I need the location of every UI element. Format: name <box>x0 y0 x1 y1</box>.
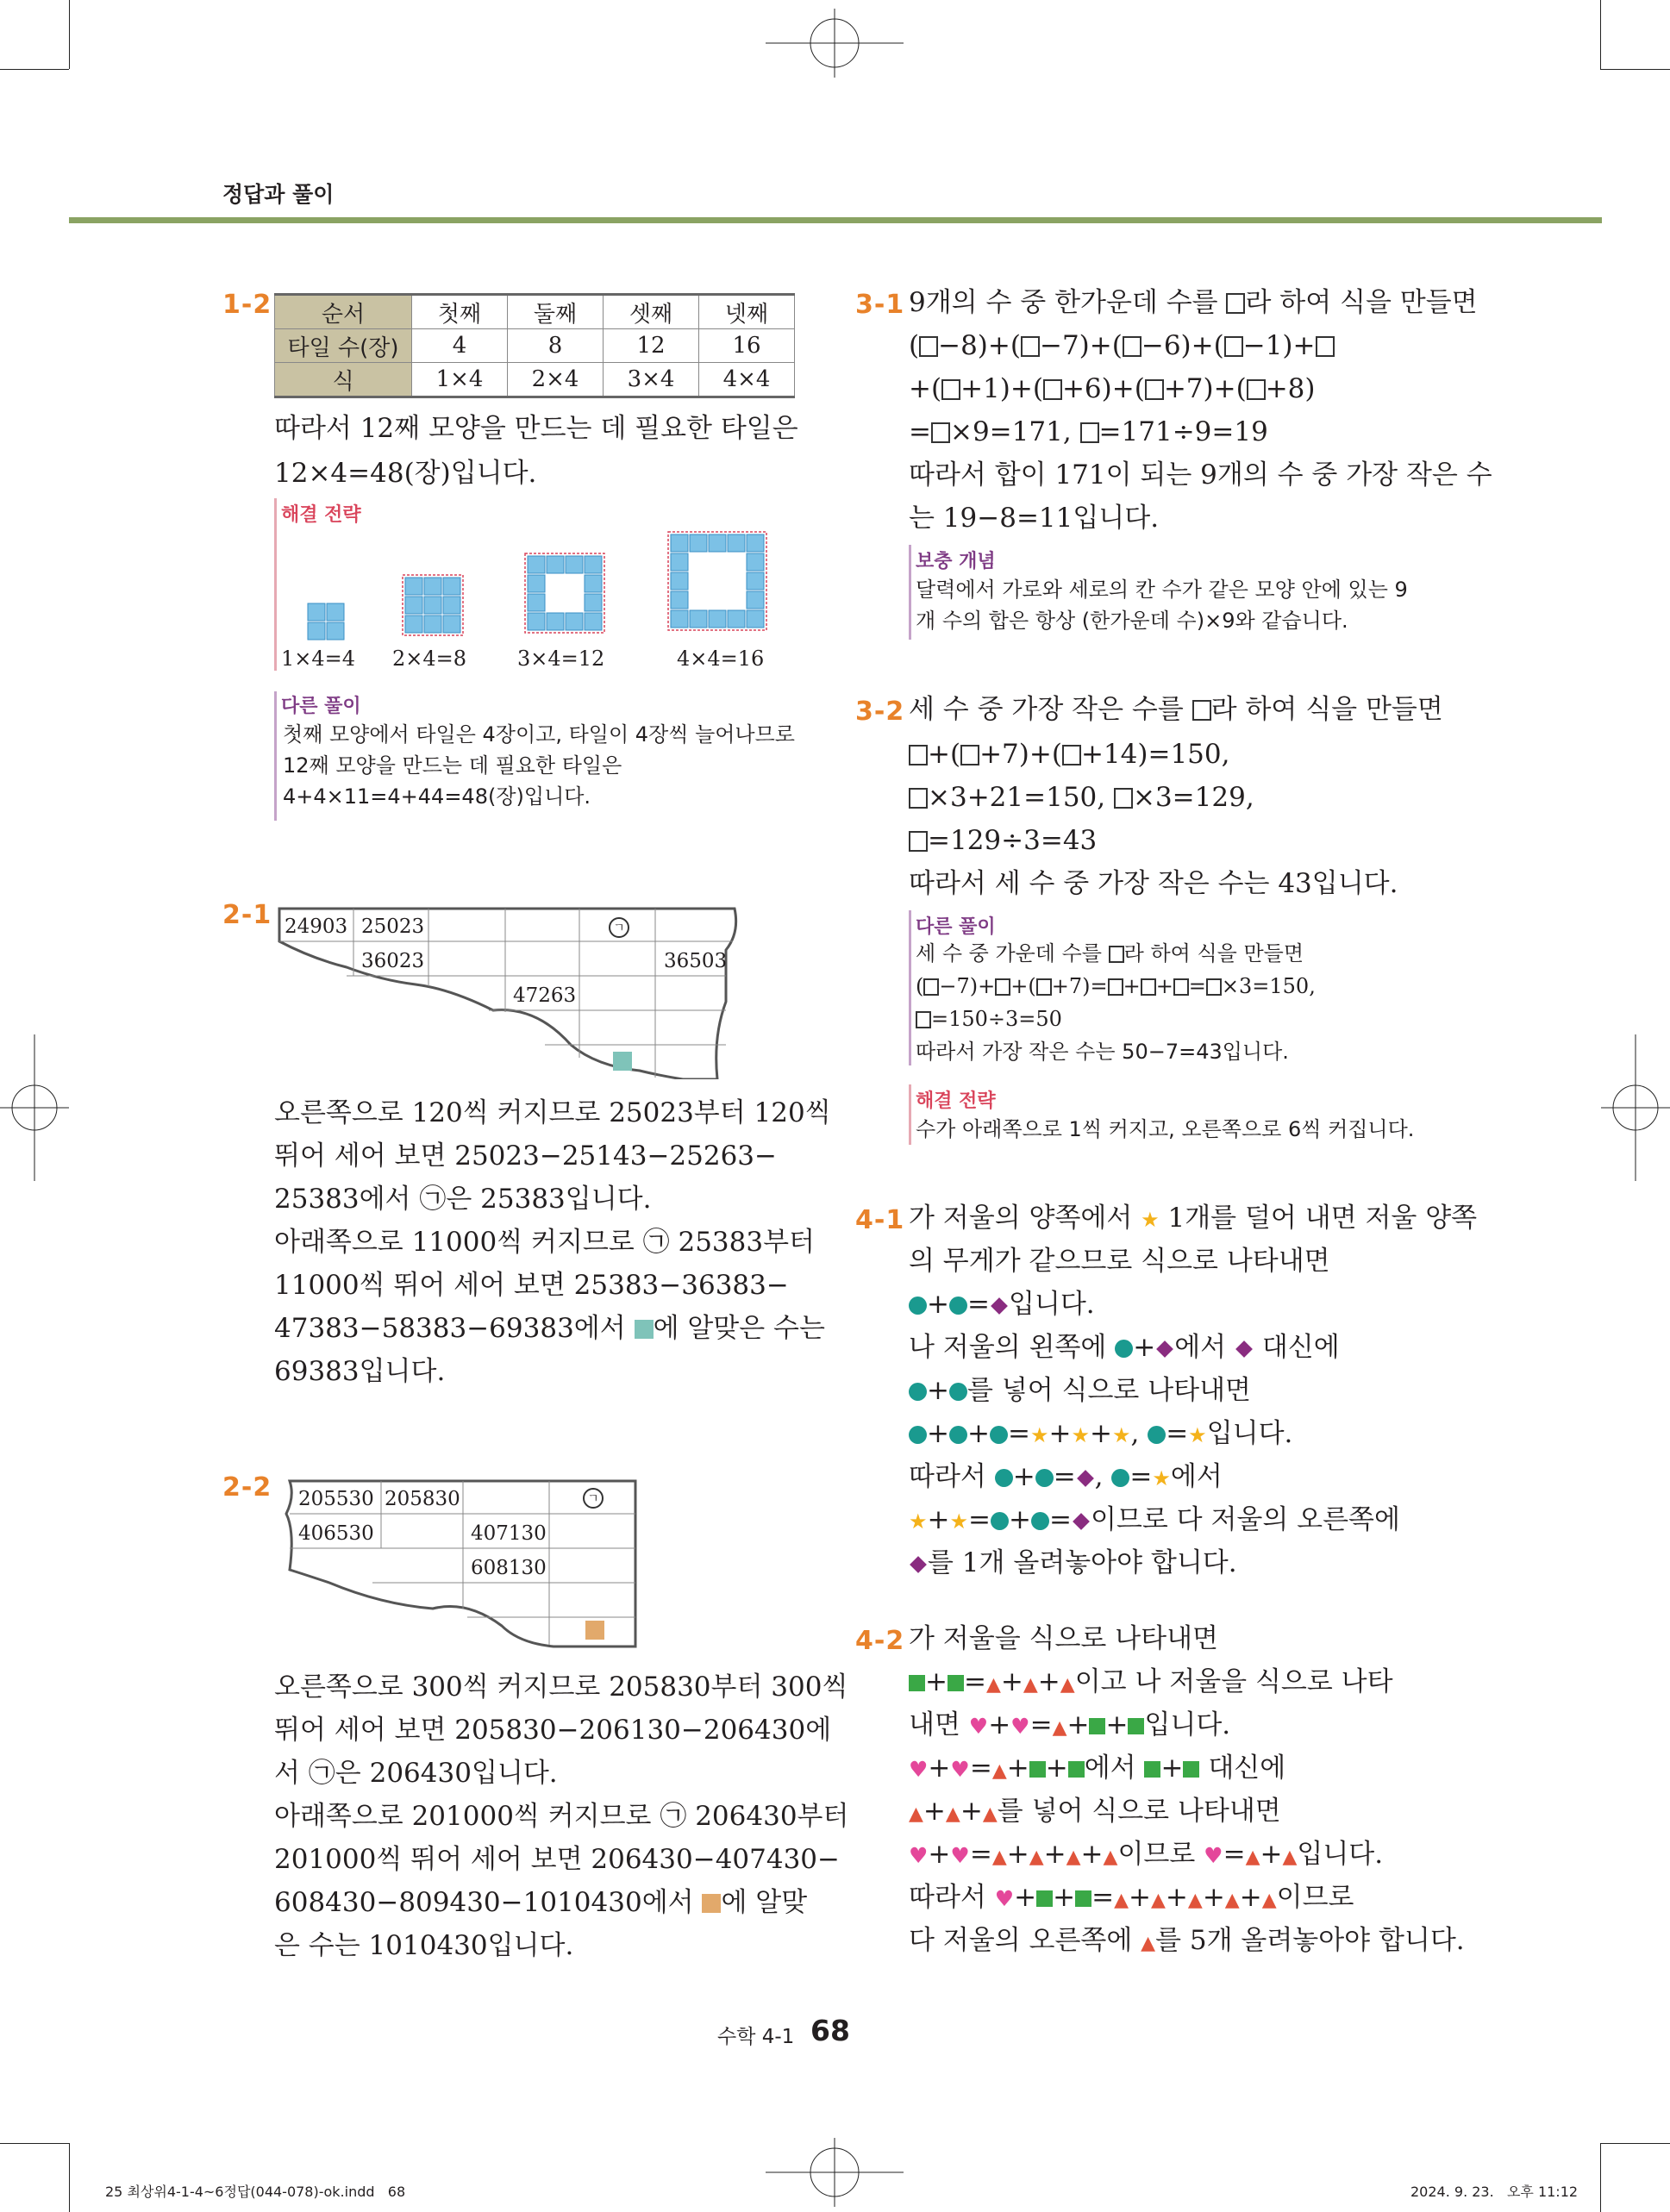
text-span: 를 5개 올려놓아야 합니다. <box>1155 1925 1465 1956</box>
text-line: 201000씩 뛰어 세어 보면 206430−407430− <box>274 1844 841 1875</box>
text-line: 따라서 합이 171이 되는 9개의 수 중 가장 작은 수 <box>909 459 1492 491</box>
problem-label-3-2: 3-2 <box>855 697 905 727</box>
registration-mark-top <box>766 9 904 78</box>
text-span: 라 하여 식을 만들면 <box>1210 694 1443 725</box>
alt-line: 따라서 가장 작은 수는 50−7=43입니다. <box>916 1040 1289 1064</box>
equation-line: = ×9=171, =171÷9=19 <box>909 416 1268 447</box>
text-line: 나 저울의 왼쪽에 + 에서 대신에 <box>909 1332 1340 1363</box>
equation-line: +( +1)+( +6)+( +7)+( +8) <box>909 373 1316 404</box>
text-line <box>909 694 1443 725</box>
blank-box-icon <box>1192 700 1211 721</box>
text-span: 입니다. <box>1206 1418 1293 1449</box>
equation-line: =129÷3=43 <box>909 828 1097 854</box>
grid-cell: 36503 <box>664 950 728 972</box>
registration-mark-right <box>1601 1034 1670 1181</box>
circled-label-icon: ㄱ <box>609 917 629 938</box>
problem-label-1-2: 1-2 <box>222 290 272 320</box>
text-line: ★+★= + = 이므로 다 저울의 오른쪽에 <box>909 1504 1400 1535</box>
registration-mark-bottom <box>766 2138 904 2207</box>
text-line: 69383입니다. <box>274 1356 446 1387</box>
crop-mark <box>0 2143 69 2144</box>
table-cell: 1×4 <box>412 363 508 397</box>
text-span: 따라서 <box>909 1882 986 1913</box>
footer-timestamp: 2024. 9. 23. 오후 11:12 <box>1410 2184 1579 2200</box>
table-cell: 8 <box>508 329 604 363</box>
text-span: 47383−58383−69383에서 <box>274 1313 626 1344</box>
table-cell: 3×4 <box>604 363 699 397</box>
table-cell: 4×4 <box>699 363 795 397</box>
text-line: 내면 ♥+♥=▲+ + 입니다. <box>909 1709 1231 1740</box>
text-span: 대신에 <box>1208 1753 1286 1784</box>
crop-mark <box>1600 2143 1670 2144</box>
text-line: 25383에서 ㉠은 25383입니다. <box>274 1184 652 1215</box>
text-span: 에 알맞은 수는 <box>653 1313 825 1344</box>
text-span: 를 넣어 식으로 나타내면 <box>997 1796 1281 1827</box>
strategy-box-bar <box>909 1084 911 1145</box>
equation-line: +( +7)+( +14)=150, <box>909 741 1229 768</box>
orange-square-icon <box>702 1894 721 1913</box>
text-line: 서 ㉠은 206430입니다. <box>274 1758 558 1789</box>
table-header: 타일 수(장) <box>275 329 412 363</box>
text-line: 따라서 ♥+ + =▲+▲+▲+▲+▲이므로 <box>909 1882 1354 1913</box>
text-line: + 를 넣어 식으로 나타내면 <box>909 1378 1251 1404</box>
table-header: 순서 <box>275 295 412 329</box>
text-span: 대신에 <box>1261 1332 1340 1363</box>
page-header-title: 정답과 풀이 <box>222 182 335 207</box>
text-line: 의 무게가 같으므로 식으로 나타내면 <box>909 1246 1330 1277</box>
table-cell: 16 <box>699 329 795 363</box>
alt-line: 4+4×11=4+44=48(장)입니다. <box>283 784 591 809</box>
table-cell: 첫째 <box>412 295 508 329</box>
problem-label-4-1: 4-1 <box>855 1205 905 1235</box>
alt-box-bar <box>909 910 911 1065</box>
grid-cell: 205830 <box>385 1488 460 1510</box>
table-cell: 2×4 <box>508 363 604 397</box>
text-span: 세 수 중 가장 작은 수를 <box>909 694 1184 725</box>
tile-figures <box>278 526 795 647</box>
text-span: 에서 <box>1170 1461 1223 1492</box>
strategy-tag: 해결 전략 <box>916 1090 996 1112</box>
text-line <box>274 1315 825 1342</box>
fig-label: 3×4=12 <box>517 647 605 671</box>
text-span: 이므로 <box>1276 1882 1354 1913</box>
grid-cell: 47263 <box>513 984 577 1007</box>
supplement-tag: 보충 개념 <box>916 551 996 572</box>
table-cell: 12 <box>604 329 699 363</box>
text-line: 오른쪽으로 120씩 커지므로 25023부터 120씩 <box>274 1097 831 1128</box>
note-box-bar <box>909 545 911 640</box>
problem-label-4-2: 4-2 <box>855 1626 905 1656</box>
alt-line <box>916 943 1304 964</box>
text-span: 세 수 중 가운데 수를 <box>916 941 1102 965</box>
text-span: 입니다. <box>1008 1289 1095 1320</box>
grid-cell: 406530 <box>298 1522 374 1545</box>
crop-mark <box>1600 0 1601 69</box>
text-line: 다 저울의 오른쪽에 ▲를 5개 올려놓아야 합니다. <box>909 1925 1465 1956</box>
grid-cell: 25023 <box>361 915 425 938</box>
text-span: 에서 <box>1084 1753 1136 1784</box>
crop-mark <box>69 2143 70 2212</box>
text-line: 뛰어 세어 보면 205830−206130−206430에 <box>274 1715 832 1746</box>
table-header: 식 <box>275 363 412 397</box>
crop-mark <box>1600 2143 1601 2212</box>
equation-line: + + =★+★+★, =★입니다. <box>909 1421 1292 1447</box>
text-line: ▲+▲+▲를 넣어 식으로 나타내면 <box>909 1796 1281 1827</box>
note-line: 달력에서 가로와 세로의 칸 수가 같은 모양 안에 있는 9 <box>916 578 1408 602</box>
text-span: 라 하여 식을 만들면 <box>1245 287 1478 318</box>
text-line: 따라서 + = , =★에서 <box>909 1461 1223 1492</box>
crop-mark <box>0 69 69 70</box>
blank-box-icon <box>1226 293 1245 314</box>
teal-square-icon <box>613 1052 632 1073</box>
footer-filename: 25 최상위4-1-4~6정답(044-078)-ok.indd 68 <box>105 2184 406 2200</box>
table-cell: 둘째 <box>508 295 604 329</box>
equation-line: ( −8)+( −7)+( −6)+( −1)+ <box>909 333 1335 359</box>
circled-label-icon: ㄱ <box>583 1488 604 1509</box>
blank-box-icon <box>1109 946 1124 963</box>
grid-cell: 36023 <box>361 950 425 972</box>
text-line <box>909 1547 1237 1578</box>
note-line: 개 수의 합은 항상 (한가운데 수)×9와 같습니다. <box>916 609 1348 633</box>
table-cell: 셋째 <box>604 295 699 329</box>
fig-label: 4×4=16 <box>677 647 765 671</box>
alt-box-bar <box>274 691 277 821</box>
text-line: 따라서 12째 모양을 만드는 데 필요한 타일은 <box>274 413 798 444</box>
table-cell: 넷째 <box>699 295 795 329</box>
text-span: 나 저울의 왼쪽에 <box>909 1332 1107 1363</box>
text-line <box>909 1205 1477 1232</box>
grid-cell: 608130 <box>471 1557 547 1579</box>
text-span: 다 저울의 오른쪽에 <box>909 1925 1133 1956</box>
text-span: 를 1개 올려놓아야 합니다. <box>928 1547 1237 1578</box>
equation-line: ×3+21=150, ×3=129, <box>909 784 1254 811</box>
tile-table <box>274 293 795 398</box>
text-line: 따라서 세 수 중 가장 작은 수는 43입니다. <box>909 868 1398 899</box>
text-line: 11000씩 뛰어 세어 보면 25383−36383− <box>274 1270 789 1301</box>
alt-solution-tag: 다른 풀이 <box>916 916 996 938</box>
teal-square-icon <box>635 1320 654 1339</box>
text-line: + =▲+▲+▲이고 나 저울을 식으로 나타 <box>909 1669 1393 1696</box>
alt-equation: ( −7)+ +( +7)= + + = ×3=150, <box>916 974 1316 998</box>
text-span: 라 하여 식을 만들면 <box>1123 941 1304 965</box>
problem-label-2-2: 2-2 <box>222 1472 272 1503</box>
equation-line: + = 입니다. <box>909 1291 1095 1318</box>
text-span: 에서 <box>1174 1332 1227 1363</box>
text-span: 이고 나 저울을 식으로 나타 <box>1074 1666 1393 1697</box>
text-span: 608430−809430−1010430에서 <box>274 1887 694 1918</box>
crop-mark <box>1600 69 1670 70</box>
text-line: 가 저울을 식으로 나타내면 <box>909 1623 1218 1654</box>
grid-cell: 24903 <box>285 915 348 938</box>
text-span: 입니다. <box>1144 1709 1231 1740</box>
text-line: 12×4=48(장)입니다. <box>274 458 537 489</box>
text-line: 아래쪽으로 201000씩 커지므로 ㉠ 206430부터 <box>274 1801 849 1832</box>
footer-subject: 수학 4-1 <box>717 2026 795 2048</box>
grid-cell: 407130 <box>471 1522 547 1545</box>
text-span: 9개의 수 중 한가운데 수를 <box>909 287 1218 318</box>
text-line: ♥+♥=▲+▲+▲+▲이므로 ♥=▲+▲입니다. <box>909 1839 1384 1870</box>
text-line: 오른쪽으로 300씩 커지므로 205830부터 300씩 <box>274 1671 848 1703</box>
text-line: ♥+♥=▲+ + 에서 + 대신에 <box>909 1753 1286 1784</box>
problem-label-2-1: 2-1 <box>222 900 272 930</box>
text-span: 에 알맞 <box>721 1887 808 1918</box>
text-line <box>909 287 1478 318</box>
text-line: 은 수는 1010430입니다. <box>274 1930 574 1961</box>
alt-line: 첫째 모양에서 타일은 4장이고, 타일이 4장씩 늘어나므로 <box>283 722 795 747</box>
grid-cell: 205530 <box>298 1488 374 1510</box>
strategy-tag: 해결 전략 <box>281 504 361 526</box>
text-line: 는 19−8=11입니다. <box>909 503 1160 534</box>
table-cell: 4 <box>412 329 508 363</box>
fig-label: 1×4=4 <box>281 647 356 671</box>
text-span: 입니다. <box>1297 1839 1384 1870</box>
text-span: 가 저울의 양쪽에서 <box>909 1203 1133 1234</box>
alt-solution-tag: 다른 풀이 <box>281 696 361 717</box>
text-span: 이므로 <box>1117 1839 1196 1870</box>
alt-line: 12째 모양을 만드는 데 필요한 타일은 <box>283 753 622 778</box>
strategy-box-bar <box>274 498 277 671</box>
crop-mark <box>69 0 70 69</box>
text-span: 를 넣어 식으로 나타내면 <box>966 1375 1252 1406</box>
text-line: 아래쪽으로 11000씩 커지므로 ㉠ 25383부터 <box>274 1227 815 1258</box>
orange-square-icon <box>585 1621 604 1642</box>
text-line <box>274 1887 808 1918</box>
page-number: 68 <box>810 2014 850 2047</box>
fig-label: 2×4=8 <box>392 647 467 671</box>
text-line: 뛰어 세어 보면 25023−25143−25263− <box>274 1140 778 1172</box>
text-span: 내면 <box>909 1709 960 1740</box>
registration-mark-left <box>0 1034 69 1181</box>
strategy-line: 수가 아래쪽으로 1씩 커지고, 오른쪽으로 6씩 커집니다. <box>916 1117 1415 1141</box>
header-rule <box>69 217 1602 223</box>
alt-equation: =150÷3=50 <box>916 1009 1062 1029</box>
text-span: 1개를 덜어 내면 저울 양쪽 <box>1167 1203 1478 1234</box>
star-icon: ★ <box>1141 1208 1160 1232</box>
text-span: 따라서 <box>909 1461 986 1492</box>
problem-label-3-1: 3-1 <box>855 290 905 320</box>
text-span: 이므로 다 저울의 오른쪽에 <box>1090 1504 1400 1535</box>
